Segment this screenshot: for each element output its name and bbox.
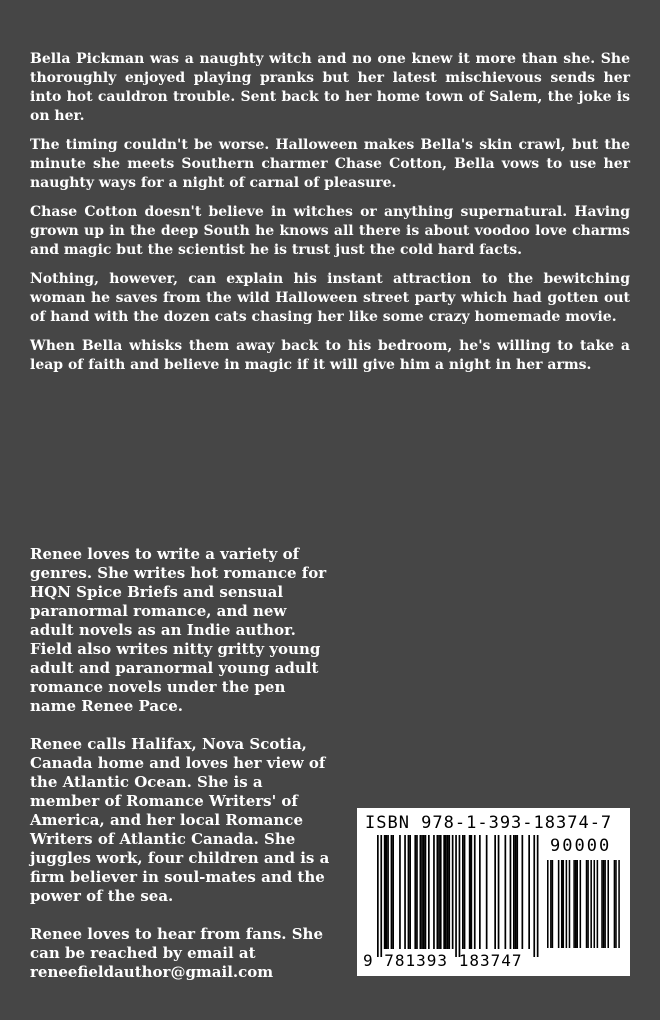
barcode-bar bbox=[469, 835, 471, 949]
barcode-bar bbox=[474, 835, 476, 949]
price-code: 90000 bbox=[550, 836, 612, 856]
barcode-bar bbox=[498, 835, 500, 949]
barcode-bar bbox=[433, 835, 435, 949]
blurb-paragraph-3: Chase Cotton doesn't believe in witches or anything supernatural. Having grown up in the deep South he knows all there is about voodoo love charms and magic but the scientist he is trust just the cold hard facts. bbox=[30, 204, 630, 258]
barcode-bar bbox=[615, 860, 617, 948]
barcode-bar bbox=[603, 860, 605, 948]
barcode-bar bbox=[528, 835, 530, 949]
barcode-bar bbox=[586, 860, 588, 948]
barcode-bar bbox=[420, 835, 422, 949]
barcode-bar bbox=[576, 860, 578, 948]
barcode-bar bbox=[423, 835, 425, 949]
barcode-bar bbox=[380, 835, 382, 957]
blurb-paragraph-4: Nothing, however, can explain his instant attraction to the bewitching woman he saves from the wild Halloween street party which had gotten out of hand with the dozen cats chasing her like some crazy homemade movie. bbox=[30, 271, 630, 325]
blurb-paragraph-2: The timing couldn't be worse. Halloween makes Bella's skin crawl, but the minute she meets Southern charmer Chase Cotton, Bella vows to use her naughty ways for a night of carnal of pleasure. bbox=[30, 137, 630, 191]
barcode-bar bbox=[443, 835, 445, 949]
barcode-bar bbox=[408, 835, 410, 949]
barcode-bar bbox=[569, 860, 571, 948]
barcode-bar bbox=[573, 860, 575, 948]
barcode-bar bbox=[547, 860, 549, 948]
barcode-bar bbox=[533, 835, 535, 957]
barcode-bar bbox=[580, 860, 582, 948]
barcode-bar bbox=[377, 835, 379, 957]
barcode-bar bbox=[614, 860, 616, 948]
barcode-bar bbox=[607, 860, 609, 948]
back-cover-blurb bbox=[30, 50, 630, 385]
barcode-bar bbox=[594, 860, 596, 948]
barcode-bar bbox=[428, 835, 430, 949]
barcode-bar bbox=[425, 835, 427, 949]
isbn-barcode bbox=[357, 808, 630, 976]
barcode-bar bbox=[537, 835, 539, 957]
barcode-bar bbox=[550, 860, 552, 948]
barcode-bar bbox=[561, 860, 563, 948]
barcode-bar bbox=[505, 835, 507, 949]
barcode-bar bbox=[471, 835, 473, 949]
barcode-bar bbox=[421, 835, 423, 949]
barcode-bar bbox=[404, 835, 406, 949]
barcode-bar bbox=[575, 860, 577, 948]
barcode-bar bbox=[448, 835, 450, 949]
barcode-bar bbox=[392, 835, 394, 949]
barcode-bar bbox=[513, 835, 515, 949]
barcode-bar bbox=[566, 860, 568, 948]
barcode-bar bbox=[459, 835, 461, 957]
bio-paragraph-1: Renee loves to write a variety of genres. She writes hot romance for HQN Spice Briefs and sensual paranormal romance, and new adult novels as an Indie author. Field also writes nitty gritty young adult and paranormal young adult romance novels under the pen name Renee Pace. bbox=[30, 545, 327, 715]
barcode-bar bbox=[386, 835, 388, 949]
barcode-bar bbox=[486, 835, 488, 949]
barcode-bar bbox=[552, 860, 554, 948]
barcode-bar bbox=[391, 835, 393, 949]
ean-bars bbox=[377, 835, 539, 957]
barcode-bar bbox=[440, 835, 442, 949]
barcode-bar bbox=[558, 860, 560, 948]
barcode-bar bbox=[590, 860, 592, 948]
barcode-bar bbox=[384, 835, 386, 949]
barcode-bar bbox=[455, 835, 457, 957]
barcode-bar bbox=[416, 835, 418, 949]
barcode-bar bbox=[447, 835, 449, 949]
barcode-bar bbox=[409, 835, 411, 949]
barcode-bar bbox=[479, 835, 481, 949]
barcode-bar bbox=[464, 835, 466, 949]
barcode-bar bbox=[387, 835, 389, 949]
barcode-bar bbox=[494, 835, 496, 949]
author-bio bbox=[30, 545, 334, 1001]
blurb-paragraph-5: When Bella whisks them away back to his bedroom, he's willing to take a leap of faith and believe in magic if it will give him a night in her arms. bbox=[30, 338, 630, 373]
barcode-bar bbox=[445, 835, 447, 949]
barcode-bar bbox=[452, 835, 454, 949]
barcode-bar bbox=[515, 835, 517, 949]
barcode-bar bbox=[522, 835, 524, 949]
barcode-bar bbox=[618, 860, 620, 948]
barcode-bar bbox=[597, 860, 599, 948]
barcode-digits: 9 781393 183747 bbox=[363, 951, 523, 970]
barcode-bar bbox=[438, 835, 440, 949]
barcode-bar bbox=[563, 860, 565, 948]
blurb-paragraph-1: Bella Pickman was a naughty witch and no one knew it more than she. She thoroughly enjoyed playing pranks but her latest mischievous sends her into hot cauldron trouble. Sent back to her home town of Salem, the joke is on her. bbox=[30, 51, 630, 124]
barcode-bar bbox=[462, 835, 464, 949]
bio-paragraph-3: Renee loves to hear from fans. She can be reached by email at reneefieldauthor@gmail.com bbox=[30, 925, 324, 981]
barcode-bar bbox=[601, 860, 603, 948]
barcode-bar bbox=[437, 835, 439, 949]
barcode-bar bbox=[399, 835, 401, 949]
barcode-bar bbox=[510, 835, 512, 949]
barcode-bar bbox=[604, 860, 606, 948]
isbn-label: ISBN 978-1-393-18374-7 bbox=[365, 813, 613, 833]
barcode-bar bbox=[516, 835, 518, 949]
barcode-bar bbox=[587, 860, 589, 948]
barcode-bar bbox=[414, 835, 416, 949]
addon-bars bbox=[547, 860, 620, 948]
bio-paragraph-2: Renee calls Halifax, Nova Scotia, Canada home and loves her view of the Atlantic Ocean. She is a member of Romance Writers' of America, and her local Romance Writers of Atlantic Canada. She juggles work, four children and is a firm believer in soul-mates and the power of the sea. bbox=[30, 735, 330, 905]
